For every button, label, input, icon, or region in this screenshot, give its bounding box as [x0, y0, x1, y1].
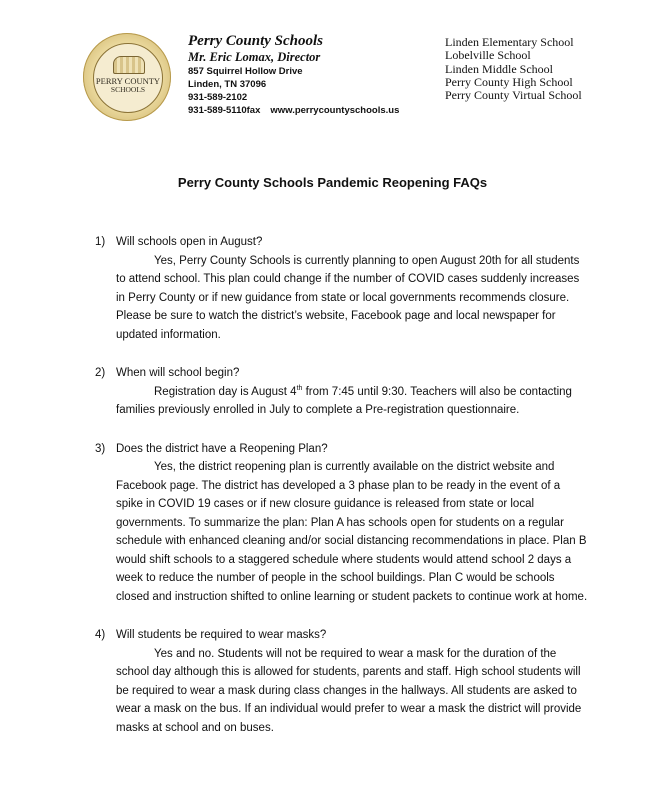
faq-list	[95, 233, 590, 757]
faq-question	[95, 364, 590, 383]
seal-text-line1: PERRY COUNTY	[95, 76, 161, 86]
faq-answer	[95, 383, 590, 420]
faq-question-text: Will schools open in August?	[116, 236, 263, 248]
district-seal-logo	[83, 33, 171, 121]
faq-item	[95, 440, 590, 607]
school-name: Lobelville School	[445, 48, 531, 63]
seal-text-line2: SCHOOLS	[110, 85, 146, 94]
phone-number: 931-589-2102	[188, 92, 248, 103]
school-name: Perry County Virtual School	[445, 88, 582, 103]
school-name: Linden Middle School	[445, 61, 553, 76]
faq-answer-text: Yes and no. Students will not be required to wear a mask for the duration of the school day although this is allowed for students, parents and staff. High school students will be required to wear a mask during class changes in the hallways. All students are asked to wear a mask on the bus. If an individual would prefer to wear a mask the district will provide masks at school and on buses.	[116, 647, 582, 734]
document-title: Perry County Schools Pandemic Reopening FAQs	[177, 175, 488, 190]
ordinal-suffix: th	[296, 384, 303, 392]
faq-item	[95, 364, 590, 420]
faq-answer	[95, 252, 590, 345]
school-name: Linden Elementary School	[445, 35, 574, 49]
address-line-1: 857 Squirrel Hollow Drive	[188, 66, 303, 77]
faq-number: 1)	[95, 236, 106, 248]
letterhead	[188, 33, 399, 117]
fax-number: 931-589-5110fax	[188, 105, 261, 116]
faq-answer-text: Yes, Perry County Schools is currently planning to open August 20th for all students to attend school. This plan could change if the number of COVID cases suddenly increases in Perry County or if new guidance from state or local governments recommends closure. Please be sure to watch the district’s website, Facebook page and local newspaper for updated information.	[116, 254, 580, 341]
faq-question	[95, 233, 590, 252]
faq-question	[95, 626, 590, 645]
school-list	[445, 36, 582, 102]
fax-and-website	[188, 104, 399, 117]
faq-answer-text: Yes, the district reopening plan is currently available on the district website and Facebook page. The district has developed a 3 phase plan to be ready in the event of a spike in COVID 19 cases or if new closure guidance is released from state or local governments. To summarize the plan: Plan A has schools open for students on a regular schedule with enhanced cleaning and/or social distancing recommendations in place. Plan B would shift schools to a staggered schedule where students would attend school 2 days a week to reduce the number of people in the school buildings. Plan C would be schools closed and instruction shifted to online learning or student packets to continue work at home.	[116, 461, 588, 603]
faq-answer	[95, 645, 590, 738]
faq-item	[95, 626, 590, 737]
faq-question	[95, 440, 590, 459]
faq-number: 4)	[95, 629, 106, 641]
school-building-icon	[113, 56, 145, 74]
faq-answer-text-cont: from 7:45 until 9:30. Teachers will also be contacting families previously enrolled in July to complete a Pre-registration questionnaire.	[116, 385, 572, 416]
faq-item	[95, 233, 590, 344]
director-name: Mr. Eric Lomax, Director	[188, 50, 321, 64]
faq-question-text: Does the district have a Reopening Plan?	[116, 442, 328, 455]
website-text: www.perrycountyschools.us	[270, 105, 400, 116]
school-name: Perry County High School	[445, 74, 573, 89]
seal-inner-ring	[93, 43, 163, 113]
faq-number: 2)	[95, 367, 106, 379]
organization-name: Perry County Schools	[188, 33, 324, 49]
faq-answer-text: Registration day is August 4	[154, 385, 297, 398]
faq-question-text: Will students be required to wear masks?	[116, 629, 327, 641]
faq-answer	[95, 458, 590, 606]
faq-question-text: When will school begin?	[116, 367, 240, 379]
faq-number: 3)	[95, 442, 106, 455]
address-line-2: Linden, TN 37096	[188, 79, 267, 90]
